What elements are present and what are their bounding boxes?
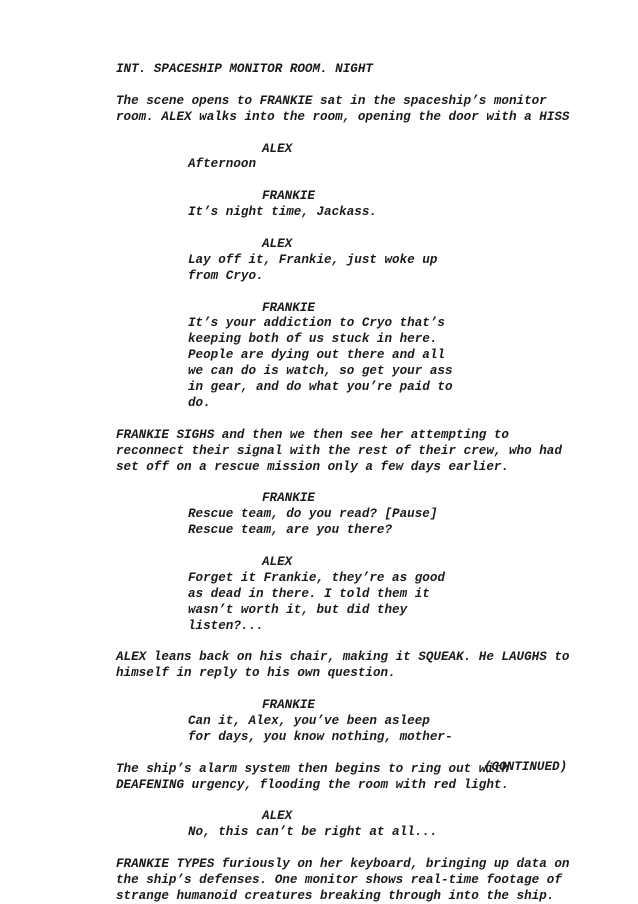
character-cue: ALEX <box>262 809 293 824</box>
action-line: himself in reply to his own question. <box>116 666 396 681</box>
character-cue: FRANKIE <box>262 189 315 204</box>
dialogue-line: as dead in there. I told them it <box>188 586 430 601</box>
dialogue-line: Rescue team, are you there? <box>188 523 393 538</box>
action-line: The scene opens to FRANKIE sat in the spaceship’s monitor <box>116 93 547 108</box>
character-cue: FRANKIE <box>262 698 315 712</box>
character-cue: FRANKIE <box>262 491 315 506</box>
dialogue-line: in gear, and do what you’re paid to <box>188 380 453 394</box>
character-cue: FRANKIE <box>262 300 315 315</box>
dialogue-line: People are dying out there and all <box>188 348 445 363</box>
dialogue-line: keeping both of us stuck in here. <box>188 332 438 347</box>
dialogue-line: for days, you know nothing, mother- <box>188 729 453 744</box>
dialogue-line: No, this can’t be right at all... <box>188 825 438 840</box>
dialogue-line: from Cryo. <box>188 268 264 283</box>
dialogue-line: Can it, Alex, you’ve been asleep <box>188 713 430 728</box>
action-line: FRANKIE TYPES furiously on her keyboard, bringing up data on <box>116 857 570 871</box>
action-line: set off on a rescue mission only a few days earlier. <box>116 459 509 474</box>
action-line: The ship’s alarm system then begins to ring out with <box>116 761 509 776</box>
character-cue: ALEX <box>262 554 293 569</box>
action-line: reconnect their signal with the rest of their crew, who had <box>116 443 562 458</box>
continued-marker: (CONTINUED) <box>484 760 568 774</box>
action-line: FRANKIE SIGHS and then we then see her attempting to <box>116 427 509 442</box>
dialogue-line: Lay off it, Frankie, just woke up <box>188 252 438 267</box>
action-line: strange humanoid creatures breaking through into the ship. <box>116 888 555 903</box>
action-line: ALEX leans back on his chair, making it SQUEAK. He LAUGHS to <box>116 650 570 665</box>
action-line: DEAFENING urgency, flooding the room with red light. <box>116 777 509 792</box>
action-line: the ship’s defenses. One monitor shows real-time footage of <box>116 872 562 887</box>
dialogue-line: It’s your addiction to Cryo that’s <box>188 316 445 331</box>
dialogue-line: It’s night time, Jackass. <box>188 205 377 220</box>
dialogue-line: listen?... <box>188 618 264 633</box>
dialogue-line: we can do is watch, so get your ass <box>188 364 453 379</box>
dialogue-line: Forget it Frankie, they’re as good <box>188 570 445 585</box>
character-cue: ALEX <box>262 236 293 251</box>
character-cue: ALEX <box>262 141 293 156</box>
dialogue-line: wasn’t worth it, but did they <box>188 602 408 617</box>
dialogue-line: Afternoon <box>188 157 257 172</box>
dialogue-line: Rescue team, do you read? [Pause] <box>188 507 438 522</box>
action-line: room. ALEX walks into the room, opening the door with a HISS <box>116 109 570 124</box>
dialogue-line: do. <box>188 395 211 410</box>
scene-heading: INT. SPACESHIP MONITOR ROOM. NIGHT <box>116 62 373 76</box>
